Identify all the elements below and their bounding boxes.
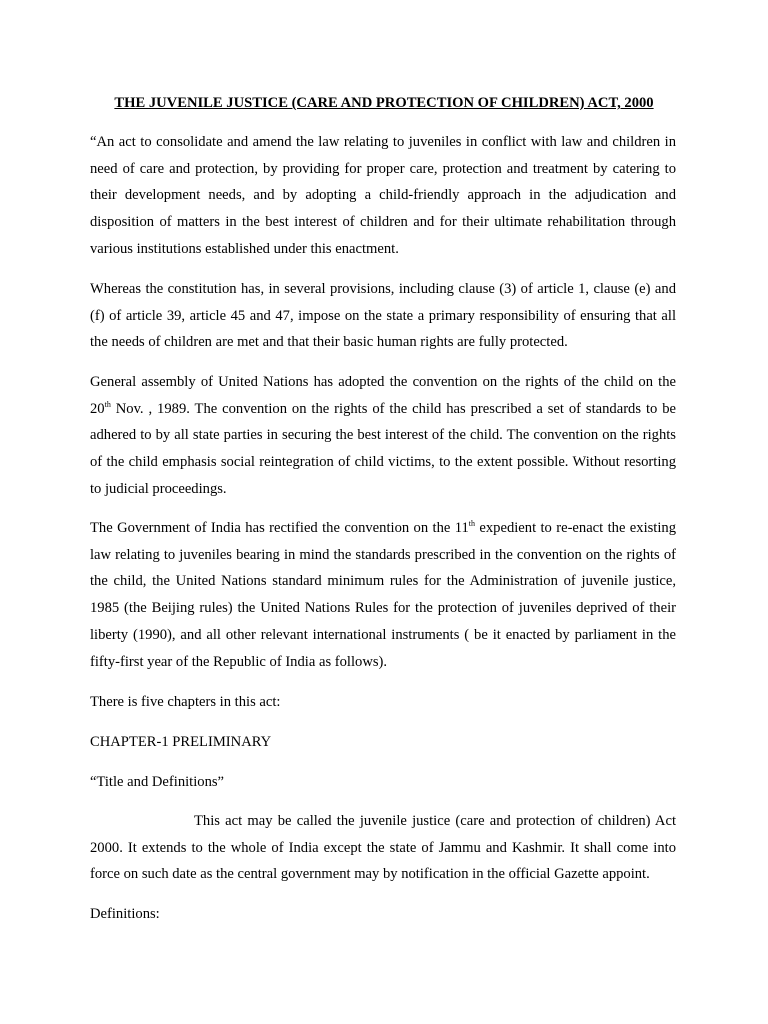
paragraph-government-text-a: The Government of India has rectified the convention on the 11 <box>90 520 469 536</box>
document-title: THE JUVENILE JUSTICE (CARE AND PROTECTION OF CHILDREN) ACT, 2000 <box>114 95 654 111</box>
paragraph-government-text-b: expedient to re-enact the existing law relating to juveniles bearing in mind the standards prescribed in the convention on the rights of the child, the United Nations standard minimum rules for the Administration of juvenile justice, 1985 (the Beijing rules) the United Nations Rules for the protection of juveniles deprived of their liberty (1990), and all other relevant international instruments ( be it enacted by parliament in the fifty-first year of the Republic of India as follows). <box>90 520 677 670</box>
paragraph-constitution: Whereas the constitution has, in several provisions, including clause (3) of article 1, clause (e) and (f) of article 39, article 45 and 47, impose on the state a primary responsibility of ensuring that all the needs of children are met and that their basic human rights are fully protected. <box>90 281 676 351</box>
superscript-th: th <box>468 519 476 528</box>
paragraph-un-convention-text-a: General assembly of United Nations has adopted the convention on the rights of the child on the 20 <box>90 374 676 417</box>
chapter-heading: CHAPTER-1 PRELIMINARY <box>90 734 272 750</box>
paragraph-title-extent: This act may be called the juvenile justice (care and protection of children) Act 2000. It extends to the whole of India except the state of Jammu and Kashmir. It shall come into force on such date as the central government may by notification in the official Gazette appoint. <box>90 813 676 883</box>
paragraph-chapters-intro: There is five chapters in this act: <box>90 694 281 710</box>
paragraph-preamble: “An act to consolidate and amend the law relating to juveniles in conflict with law and children in need of care and protection, by providing for proper care, protection and treatment by catering to their development needs, and by adopting a child-friendly approach in the adjudication and disposition of matters in the best interest of children and for their ultimate rehabilitation through various institutions established under this enactment. <box>90 134 676 257</box>
paragraph-un-convention-text-b: Nov. , 1989. The convention on the rights of the child has prescribed a set of standards to be adhered to by all state parties in securing the best interest of the child. The convention on the rights of the child emphasis social reintegration of child victims, to the extent possible. Without resorting to judicial proceedings. <box>90 400 676 497</box>
section-heading: “Title and Definitions” <box>90 774 225 790</box>
paragraph-government-of-india <box>90 515 676 675</box>
paragraph-un-convention <box>90 369 676 503</box>
definitions-heading: Definitions: <box>90 906 160 922</box>
superscript-th: th <box>104 399 111 409</box>
